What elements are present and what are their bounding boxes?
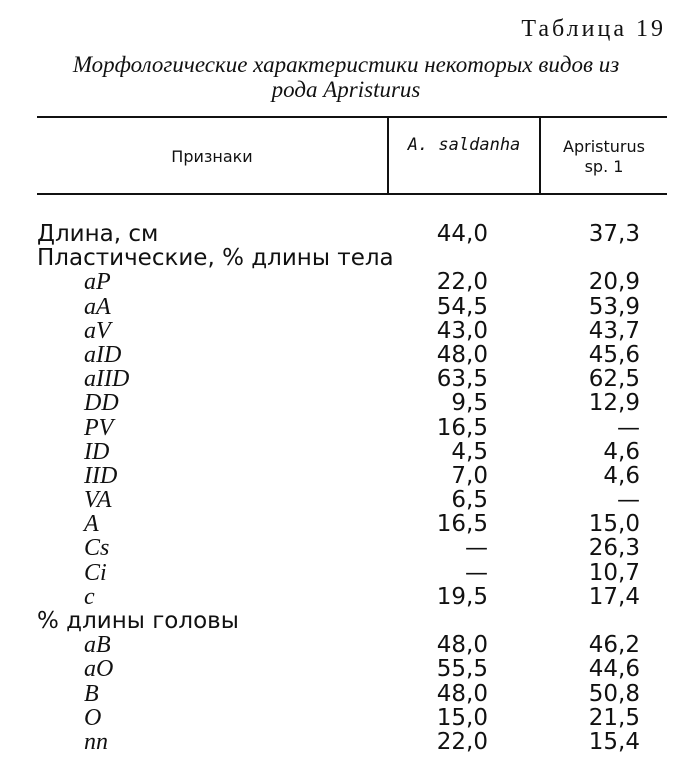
row-value-species1: 4,5 [451,438,488,465]
row-label: aID [84,341,122,368]
table-row [0,706,692,730]
row-value-species1: 48,0 [436,341,488,368]
row-value-species1: — [465,535,488,562]
row-value-species2: 17,4 [588,583,640,610]
row-value-species1: 54,5 [436,293,488,320]
row-value-species2: 46,2 [588,632,640,659]
table-row [0,609,692,633]
table-row [0,657,692,681]
column-divider-1 [387,118,389,193]
row-value-species2: — [617,414,640,441]
row-value-species2: 50,8 [588,680,640,707]
table-row [0,319,692,343]
row-label: PV [84,414,114,441]
column-header-species1: A. saldanha [407,135,521,155]
row-label: O [84,704,102,731]
table-row [0,561,692,585]
row-value-species1: 19,5 [436,583,488,610]
column-header-species2-line1: Apristurus [563,137,645,156]
row-value-species1: — [465,559,488,586]
row-label: aIID [84,366,130,393]
table-title [20,52,672,102]
row-value-species2: 20,9 [588,269,640,296]
row-label: aB [84,632,111,659]
row-value-species2: 43,7 [588,317,640,344]
top-rule [37,116,667,118]
row-label: aA [84,293,111,320]
row-value-species1: 22,0 [436,728,488,755]
row-label: aO [84,656,114,683]
column-header-species2 [541,137,667,177]
row-value-species2: 53,9 [588,293,640,320]
row-value-species2: 4,6 [603,462,640,489]
row-value-species1: 48,0 [436,680,488,707]
row-value-species1: 48,0 [436,632,488,659]
table-row [0,440,692,464]
row-value-species2: — [617,487,640,514]
row-label: % длины головы [37,608,239,634]
table-row [0,416,692,440]
table-number: Таблица 19 [521,16,666,42]
table-row [0,536,692,560]
column-header-feature: Признаки [171,147,253,166]
row-value-species1: 44,0 [436,221,488,247]
row-label: Ci [84,559,107,586]
table-row [0,246,692,270]
row-label: VA [84,487,112,514]
table-body [0,222,692,754]
row-value-species2: 10,7 [588,559,640,586]
row-value-species2: 44,6 [588,656,640,683]
row-value-species1: 22,0 [436,269,488,296]
column-header-species2-line2: sp. 1 [584,157,624,176]
row-value-species1: 55,5 [436,656,488,683]
row-value-species1: 6,5 [451,487,488,514]
table-row [0,585,692,609]
table-row [0,464,692,488]
row-value-species2: 62,5 [588,366,640,393]
row-value-species1: 15,0 [436,704,488,731]
table-row [0,633,692,657]
table-row [0,512,692,536]
row-value-species1: 7,0 [451,462,488,489]
table-row [0,367,692,391]
row-label: c [84,583,95,610]
table-row [0,730,692,754]
table-row [0,222,692,246]
row-value-species1: 9,5 [451,390,488,417]
row-value-species2: 4,6 [603,438,640,465]
row-label: nn [84,728,108,755]
table-row [0,488,692,512]
row-label: Cs [84,535,110,562]
row-value-species2: 37,3 [588,221,640,247]
row-label: A [84,511,99,538]
table-row [0,295,692,319]
row-value-species1: 16,5 [436,511,488,538]
table-row [0,270,692,294]
row-label: IID [84,462,118,489]
row-label: aP [84,269,111,296]
row-value-species1: 43,0 [436,317,488,344]
row-value-species2: 26,3 [588,535,640,562]
row-value-species1: 63,5 [436,366,488,393]
row-value-species2: 15,4 [588,728,640,755]
row-value-species2: 12,9 [588,390,640,417]
row-label: aV [84,317,111,344]
row-value-species2: 21,5 [588,704,640,731]
row-label: DD [84,390,119,417]
table-title-line2: рода Apristurus [271,77,421,102]
table-row [0,682,692,706]
row-label: ID [84,438,110,465]
row-label: B [84,680,99,707]
table-title-line1: Морфологические характеристики некоторых видов из [72,52,620,77]
table-row [0,343,692,367]
row-label: Пластические, % длины тела [37,245,394,272]
table-row [0,391,692,415]
row-value-species1: 16,5 [436,414,488,441]
row-label: Длина, см [37,221,159,247]
row-value-species2: 15,0 [588,511,640,538]
header-bottom-rule [37,193,667,195]
row-value-species2: 45,6 [588,341,640,368]
